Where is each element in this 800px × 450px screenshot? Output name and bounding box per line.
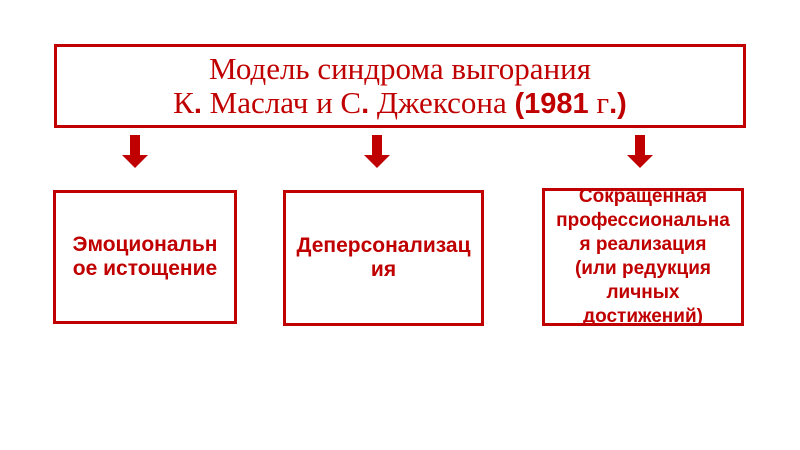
arrow-head bbox=[364, 155, 390, 168]
box-text: Эмоциональн ое истощение bbox=[72, 233, 218, 280]
title-segment: Джексона bbox=[369, 84, 515, 120]
title-segment: Маслач и С bbox=[201, 84, 362, 120]
down-arrow-icon bbox=[364, 135, 390, 168]
box-text: Сокращенная профессиональна я реализация (или редукция личных достижений) bbox=[556, 186, 730, 327]
title-segment: (1981 bbox=[514, 87, 589, 120]
arrow-stem bbox=[635, 135, 645, 155]
title-segment: . bbox=[361, 87, 370, 120]
box-depersonalization bbox=[283, 190, 484, 326]
title-segment: .) bbox=[609, 87, 627, 120]
down-arrow-icon bbox=[122, 135, 148, 168]
arrow-stem bbox=[372, 135, 382, 155]
title-segment: г bbox=[588, 84, 610, 120]
arrow-head bbox=[122, 155, 148, 168]
title-box bbox=[54, 44, 746, 128]
down-arrow-icon bbox=[627, 135, 653, 168]
title-line-1: Модель синдрома выгорания bbox=[209, 50, 591, 86]
title-segment: К bbox=[173, 84, 194, 120]
box-text: Деперсонализац ия bbox=[296, 234, 471, 281]
box-emotional-exhaustion bbox=[53, 190, 237, 324]
title-line-2 bbox=[173, 86, 627, 121]
title-segment: . bbox=[193, 87, 202, 120]
arrow-stem bbox=[130, 135, 140, 155]
arrow-head bbox=[627, 155, 653, 168]
box-reduced-professional-accomplishment bbox=[542, 188, 744, 326]
